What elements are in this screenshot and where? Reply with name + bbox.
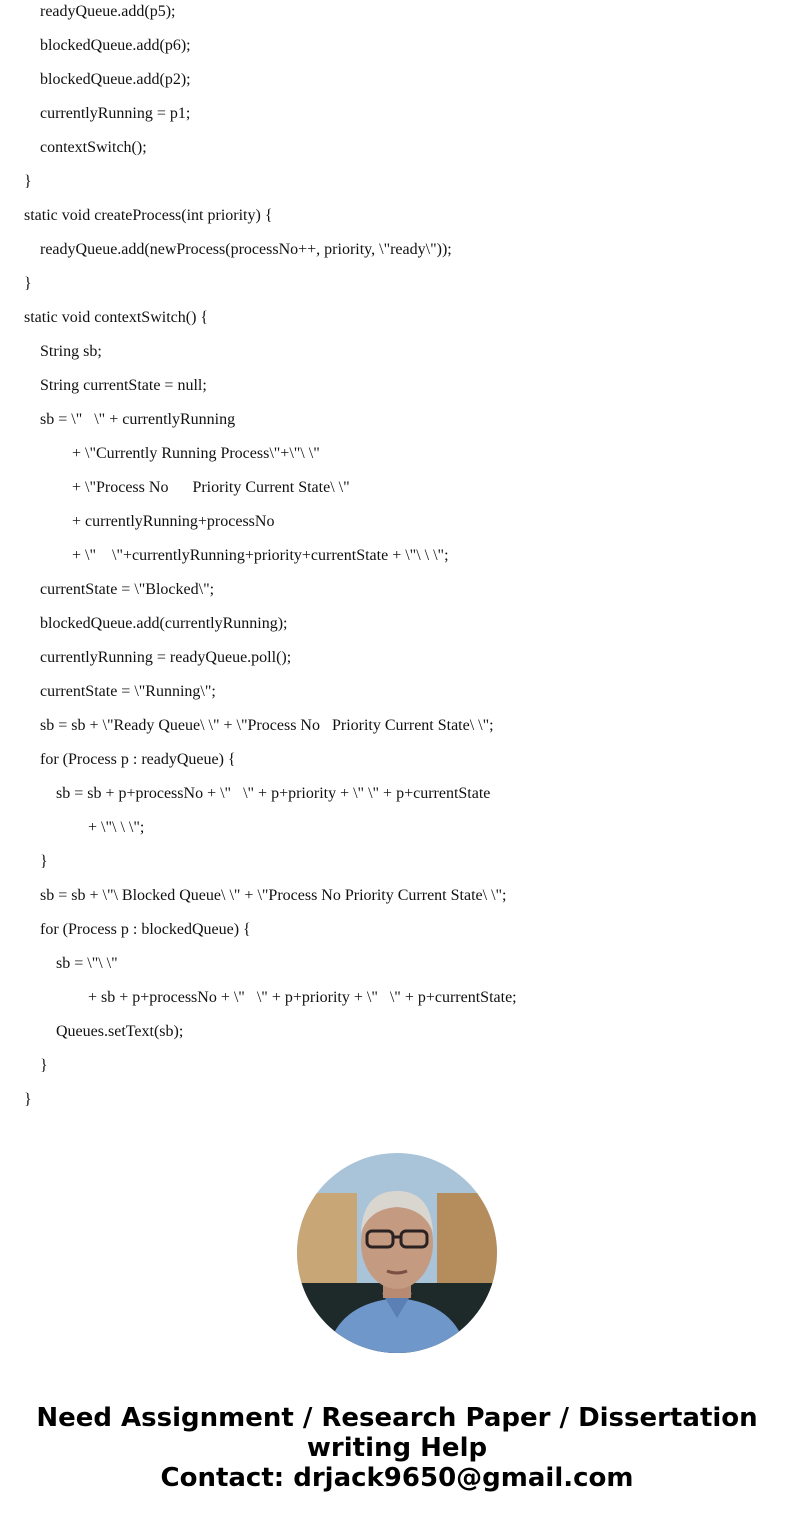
code-line: sb = sb + \"\ Blocked Queue\ \" + \"Process No Priority Current State\ \"; bbox=[40, 887, 507, 904]
code-line: sb = \" \" + currentlyRunning bbox=[40, 411, 236, 428]
code-line: sb = sb + p+processNo + \" \" + p+priority + \" \" + p+currentState bbox=[56, 785, 491, 802]
code-line: blockedQueue.add(p6); bbox=[40, 37, 191, 54]
code-line: for (Process p : blockedQueue) { bbox=[40, 921, 251, 938]
code-line: } bbox=[40, 853, 48, 870]
code-line: readyQueue.add(p5); bbox=[40, 3, 176, 20]
code-line: currentlyRunning = readyQueue.poll(); bbox=[40, 649, 292, 666]
code-line: String sb; bbox=[40, 343, 102, 360]
code-line: readyQueue.add(newProcess(processNo++, priority, \"ready\")); bbox=[40, 241, 452, 258]
code-line: static void createProcess(int priority) { bbox=[24, 207, 273, 224]
footer-contact-email: Contact: drjack9650@gmail.com bbox=[160, 1463, 634, 1493]
footer-line-1: Need Assignment / Research Paper / Dissertation bbox=[36, 1403, 758, 1433]
code-line: for (Process p : readyQueue) { bbox=[40, 751, 236, 768]
code-line: Queues.setText(sb); bbox=[56, 1023, 184, 1040]
code-line: } bbox=[40, 1057, 48, 1074]
code-line: static void contextSwitch() { bbox=[24, 309, 209, 326]
code-line: currentState = \"Blocked\"; bbox=[40, 581, 215, 598]
code-line: + \"Currently Running Process\"+\"\ \" bbox=[72, 445, 320, 462]
code-line: + currentlyRunning+processNo bbox=[72, 513, 275, 530]
author-avatar bbox=[297, 1153, 497, 1353]
footer-line-2: writing Help bbox=[306, 1433, 488, 1463]
code-line: sb = sb + \"Ready Queue\ \" + \"Process No Priority Current State\ \"; bbox=[40, 717, 494, 734]
code-line: + \"\ \ \"; bbox=[88, 819, 145, 836]
code-line: String currentState = null; bbox=[40, 377, 207, 394]
code-line: } bbox=[24, 1091, 32, 1108]
code-line: sb = \"\ \" bbox=[56, 955, 118, 972]
code-line: } bbox=[24, 275, 32, 292]
code-line: + sb + p+processNo + \" \" + p+priority + \" \" + p+currentState; bbox=[88, 989, 517, 1006]
code-line: currentlyRunning = p1; bbox=[40, 105, 191, 122]
code-line: + \" \"+currentlyRunning+priority+currentState + \"\ \ \"; bbox=[72, 547, 449, 564]
contact-banner bbox=[0, 1403, 794, 1493]
code-line: currentState = \"Running\"; bbox=[40, 683, 216, 700]
code-line: blockedQueue.add(currentlyRunning); bbox=[40, 615, 288, 632]
code-line: + \"Process No Priority Current State\ \" bbox=[72, 479, 350, 496]
code-line: } bbox=[24, 173, 32, 190]
code-line: blockedQueue.add(p2); bbox=[40, 71, 191, 88]
code-line: contextSwitch(); bbox=[40, 139, 147, 156]
